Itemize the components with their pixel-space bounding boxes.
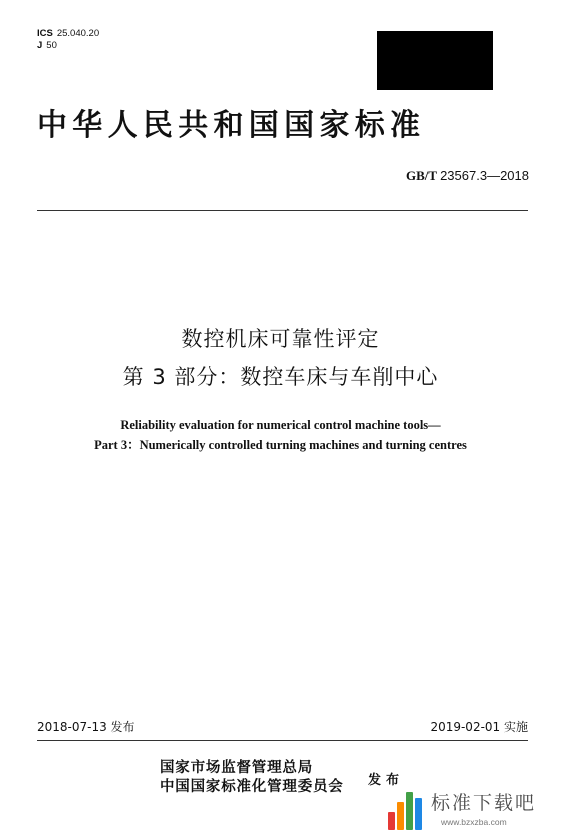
watermark [383,784,561,836]
redaction-box [377,31,493,90]
english-title-line-2: Part 3：Numerically controlled turning machines and turning centres [94,438,467,452]
watermark-name: 标准下载吧 [431,792,537,814]
standard-code: 23567.3—2018 [440,168,529,183]
issuer-line-2: 中国国家标准化管理委员会 [160,778,344,795]
standard-prefix: GB/T [405,168,437,183]
logo-bar-1 [388,812,395,830]
ics-label: ICS [37,28,53,39]
english-title-line-1: Reliability evaluation for numerical control machine tools— [120,418,441,432]
national-standard-title: 中华人民共和国国家标准 [37,108,426,143]
watermark-url: www.bzxzba.com [441,817,507,827]
top-divider [37,210,528,211]
logo-bar-2 [397,802,404,830]
ccs-label: J [37,40,43,51]
issuer-line-1: 国家市场监督管理总局 [160,759,313,776]
ccs-code: 50 [46,40,57,51]
logo-bar-3 [406,792,413,830]
ccs-line [37,40,99,52]
standard-number [406,168,529,184]
issuing-authorities [160,758,344,796]
publish-label: 发布 [368,773,405,788]
chinese-title-line-2: 第 3 部分：数控车床与车削中心 [122,365,439,389]
implementation-date: 2019-02-01 实施 [430,720,528,734]
bar-chart-logo-icon [383,786,427,832]
logo-bar-4 [415,798,422,830]
ics-code: 25.040.20 [56,28,100,39]
issue-date: 2018-07-13 发布 [37,720,135,734]
chinese-title-line-1: 数控机床可靠性评定 [181,327,380,351]
ics-line [37,28,99,40]
bottom-divider [37,740,528,741]
classification-codes [37,28,99,52]
